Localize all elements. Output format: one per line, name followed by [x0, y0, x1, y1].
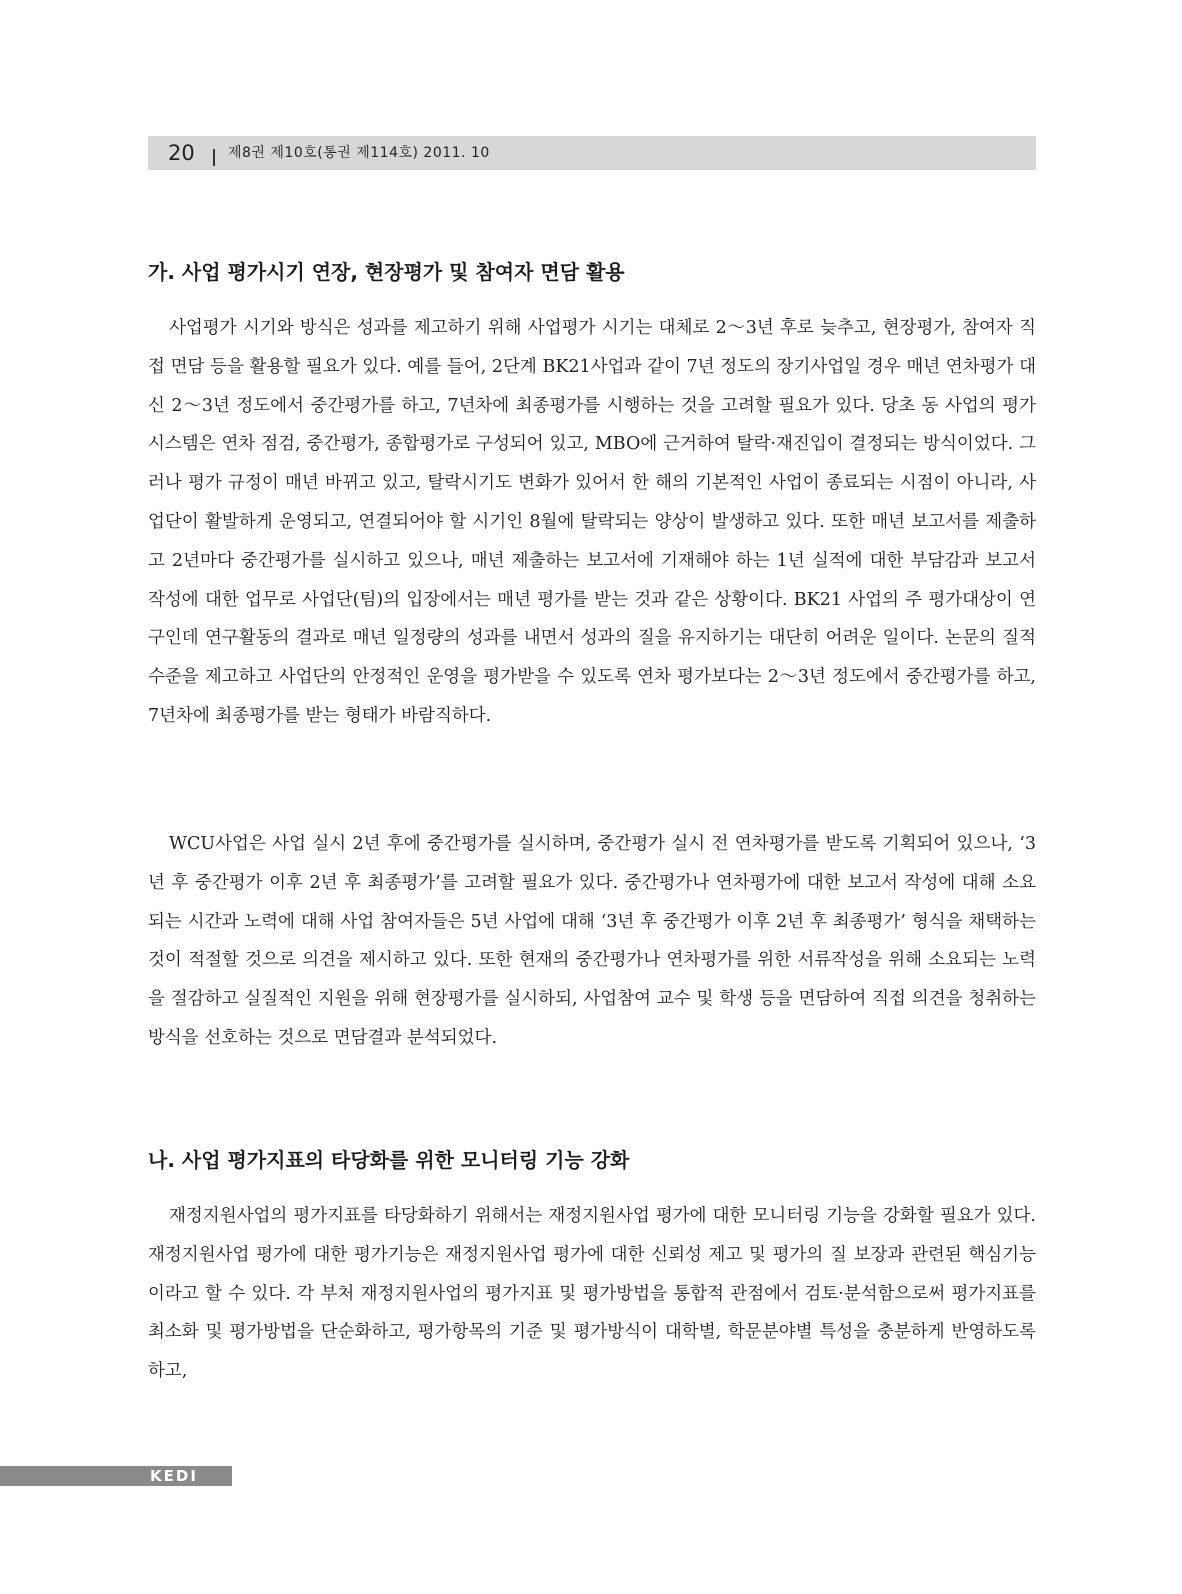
header-divider	[213, 149, 215, 166]
issue-info: 제8권 제10호(통권 제114호) 2011. 10	[228, 145, 490, 161]
kedi-logo: KEDI	[150, 1467, 198, 1485]
paragraph-a1: 사업평가 시기와 방식은 성과를 제고하기 위해 사업평가 시기는 대체로 2～3년 후로 늦추고, 현장평가, 참여자 직접 면담 등을 활용할 필요가 있다. 예를 들어, 2단계 BK21사업과 같이 7년 정도의 장기사업일 경우 매년 연차평가 대신 2～3년 정도에서 중간평가를 하고, 7년차에 최종평가를 시행하는 것을 고려할 필요가 있다. 당초 동 사업의 평가 시스템은 연차 점검, 중간평가, 종합평가로 구성되어 있고, MBO에 근거하여 탈락·재진입이 결정되는 방식이었다. 그러나 평가 규정이 매년 바뀌고 있고, 탈락시기도 변화가 있어서 한 해의 기본적인 사업이 종료되는 시점이 아니라, 사업단이 활발하게 운영되고, 연결되어야 할 시기인 8월에 탈락되는 양상이 발생하고 있다. 또한 매년 보고서를 제출하고 2년마다 중간평가를 실시하고 있으나, 매년 제출하는 보고서에 기재해야 하는 1년 실적에 대한 부담감과 보고서 작성에 대한 업무로 사업단(팀)의 입장에서는 매년 평가를 받는 것과 같은 상황이다. BK21 사업의 주 평가대상이 연구인데 연구활동의 결과로 매년 일정량의 성과를 내면서 성과의 질을 유지하기는 대단히 어려운 일이다. 논문의 질적 수준을 제고하고 사업단의 안정적인 운영을 평가받을 수 있도록 연차 평가보다는 2～3년 정도에서 중간평가를 하고, 7년차에 최종평가를 받는 형태가 바람직하다.	[148, 318, 1036, 726]
page-number: 20	[168, 141, 195, 165]
paragraph-b1: 재정지원사업의 평가지표를 타당화하기 위해서는 재정지원사업 평가에 대한 모니터링 기능을 강화할 필요가 있다. 재정지원사업 평가에 대한 평가기능은 재정지원사업 평가에 대한 신뢰성 제고 및 평가의 질 보장과 관련된 핵심기능이라고 할 수 있다. 각 부처 재정지원사업의 평가지표 및 평가방법을 통합적 관점에서 검토·분석함으로써 평가지표를 최소화 및 평가방법을 단순화하고, 평가항목의 기준 및 평가방식이 대학별, 학문분야별 특성을 충분하게 반영하도록 하고,	[148, 1206, 1036, 1382]
paragraph-a2: WCU사업은 사업 실시 2년 후에 중간평가를 실시하며, 중간평가 실시 전 연차평가를 받도록 기획되어 있으나, ‘3년 후 중간평가 이후 2년 후 최종평가’를 고려할 필요가 있다. 중간평가나 연차평가에 대한 보고서 작성에 대해 소요되는 시간과 노력에 대해 사업 참여자들은 5년 사업에 대해 ‘3년 후 중간평가 이후 2년 후 최종평가’ 형식을 채택하는 것이 적절할 것으로 의견을 제시하고 있다. 또한 현재의 중간평가나 연차평가를 위한 서류작성을 위해 소요되는 노력을 절감하고 실질적인 지원을 위해 현장평가를 실시하되, 사업참여 교수 및 학생 등을 면담하여 직접 의견을 청취하는 방식을 선호하는 것으로 면담결과 분석되었다.	[148, 834, 1036, 1048]
section-heading-a: 가. 사업 평가시기 연장, 현장평가 및 참여자 면담 활용	[148, 260, 625, 284]
section-heading-b: 나. 사업 평가지표의 타당화를 위한 모니터링 기능 강화	[148, 1148, 630, 1172]
